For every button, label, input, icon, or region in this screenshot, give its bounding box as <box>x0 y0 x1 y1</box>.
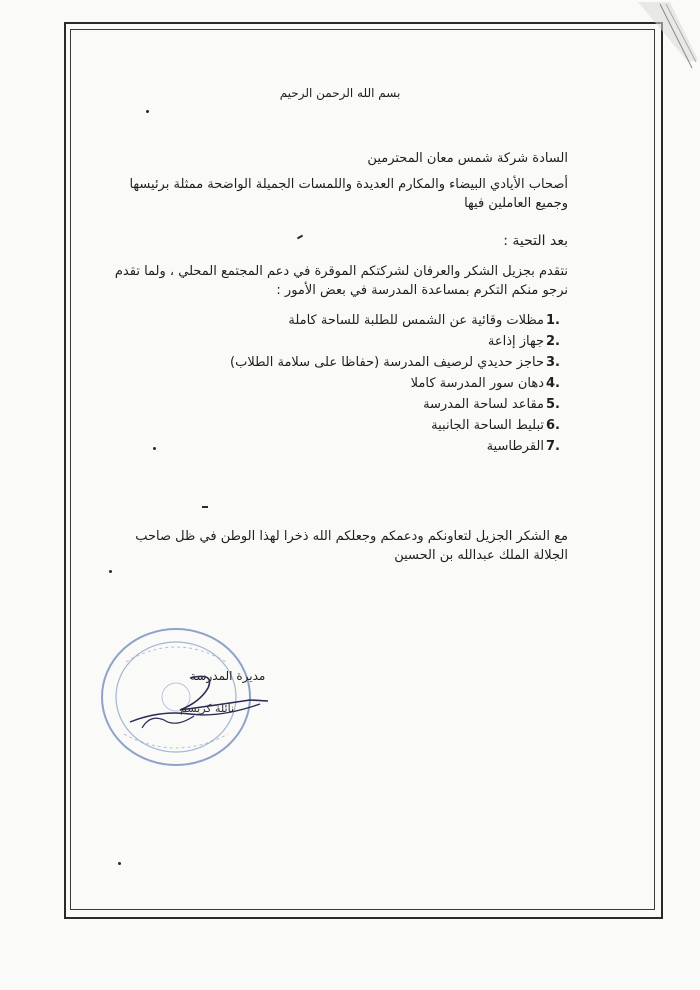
list-item-text: تبليط الساحة الجانبية <box>431 418 544 433</box>
scan-speck <box>109 570 112 573</box>
basmala-heading: بسم الله الرحمن الرحيم <box>279 86 401 100</box>
list-item-number: 7. <box>546 439 560 454</box>
list-item-text: مظلات وقائية عن الشمس للطلبة للساحة كاملة <box>288 313 544 328</box>
list-item-text: دهان سور المدرسة كاملا <box>410 376 544 391</box>
list-item <box>148 334 568 355</box>
list-item-number: 6. <box>546 418 560 433</box>
list-item <box>148 439 568 460</box>
list-item-number: 4. <box>546 376 560 391</box>
intro-paragraph: أصحاب الأيادي البيضاء والمكارم العديدة واللمسات الجميلة الواضحة ممثلة برئيسها وجميع العاملين فيها <box>129 177 568 211</box>
list-item <box>148 418 568 439</box>
request-items-list <box>148 313 568 460</box>
list-item <box>148 355 568 376</box>
list-item-number: 3. <box>546 355 560 370</box>
list-item-text: جهاز إذاعة <box>487 334 544 349</box>
list-item-number: 5. <box>546 397 560 412</box>
request-paragraph: نتقدم بجزيل الشكر والعرفان لشركتكم الموقرة في دعم المجتمع المحلي ، ولما تقدم نرجو منكم التكرم بمساعدة المدرسة في بعض الأمور : <box>114 264 568 298</box>
scan-speck <box>153 447 156 450</box>
list-item-number: 1. <box>546 313 560 328</box>
signatory-title: مديرة المدرسة <box>190 669 266 683</box>
list-item <box>148 397 568 418</box>
addressee-line: السادة شركة شمس معان المحترمين <box>367 151 568 166</box>
list-item-number: 2. <box>546 334 560 349</box>
list-item-text: حاجز حديدي لرصيف المدرسة (حفاظا على سلامة الطلاب) <box>230 355 544 370</box>
list-item-text: القرطاسية <box>486 439 544 454</box>
signatory-name: نائلة كريسم <box>180 702 235 715</box>
closing-paragraph: مع الشكر الجزيل لتعاونكم ودعمكم وجعلكم الله ذخرا لهذا الوطن في ظل صاحب الجلالة الملك عبدالله بن الحسين <box>135 529 568 563</box>
scan-speck <box>202 506 208 508</box>
list-item <box>148 313 568 334</box>
greeting-line: بعد التحية : <box>503 233 568 249</box>
list-item-text: مقاعد لساحة المدرسة <box>423 397 544 412</box>
scan-speck <box>118 862 121 865</box>
list-item <box>148 376 568 397</box>
folded-corner-mark <box>630 0 700 75</box>
scan-speck <box>146 110 149 113</box>
